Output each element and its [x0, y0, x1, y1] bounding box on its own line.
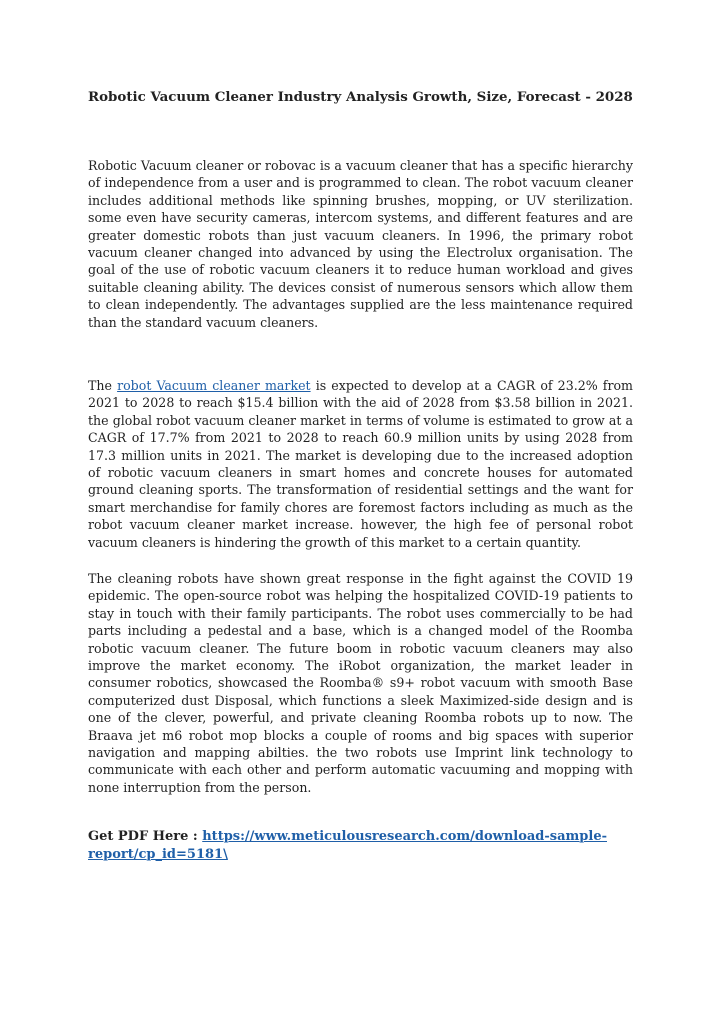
pdf-download-link[interactable]: https://www.meticulousresearch.com/download-sample-report/cp_id=5181\	[88, 829, 607, 862]
paragraph-market-prefix: The	[88, 378, 118, 393]
paragraph-market	[88, 377, 633, 551]
paragraph-covid: The cleaning robots have shown great response in the fight against the COVID 19 epidemic. The open-source robot was helping the hospitalized COVID-19 patients to stay in touch with their family participants. The robot uses commercially to be had parts including a pedestal and a base, which is a changed model of the Roomba robotic vacuum cleaner. The future boom in robotic vacuum cleaners may also improve the market economy. The iRobot organization, the market leader in consumer robotics, showcased the Roomba® s9+ robot vacuum with smooth Base computerized dust Disposal, which functions a sleek Maximized-side design and is one of the clever, powerful, and private cleaning Roomba robots up to now. The Braava jet m6 robot mop blocks a couple of rooms and big spaces with superior navigation and mapping abilties. the two robots use Imprint link technology to communicate with each other and perform automatic vacuuming and mopping with none interruption from the person.	[88, 571, 633, 795]
market-link[interactable]: robot Vacuum cleaner market	[117, 378, 311, 393]
pdf-label: Get PDF Here :	[88, 829, 203, 844]
document-title: Robotic Vacuum Cleaner Industry Analysis Growth, Size, Forecast - 2028	[88, 89, 633, 105]
paragraph-market-body: is expected to develop at a CAGR of 23.2% from 2021 to 2028 to reach $15.4 billion with the aid of 2028 from $3.58 billion in 2021. the global robot vacuum cleaner market in terms of volume is estimated to grow at a CAGR of 17.7% from 2021 to 2028 to reach 60.9 million units by using 2028 from 17.3 million units in 2021. The market is developing due to the increased adoption of robotic vacuum cleaners in smart homes and concrete houses for automated ground cleaning sports. The transformation of residential settings and the want for smart merchandise for family chores are foremost factors including as much as the robot vacuum cleaner market increase. however, the high fee of personal robot vacuum cleaners is hindering the growth of this market to a certain quantity.	[88, 378, 633, 550]
pdf-download-line	[88, 828, 633, 864]
paragraph-intro: Robotic Vacuum cleaner or robovac is a vacuum cleaner that has a specific hierarchy of independence from a user and is programmed to clean. The robot vacuum cleaner includes additional methods like spinning brushes, mopping, or UV sterilization. some even have security cameras, intercom systems, and different features and are greater domestic robots than just vacuum cleaners. In 1996, the primary robot vacuum cleaner changed into advanced by using the Electrolux organisation. The goal of the use of robotic vacuum cleaners it to reduce human workload and gives suitable cleaning ability. The devices consist of numerous sensors which allow them to clean independently. The advantages supplied are the less maintenance required than the standard vacuum cleaners.	[88, 158, 633, 330]
